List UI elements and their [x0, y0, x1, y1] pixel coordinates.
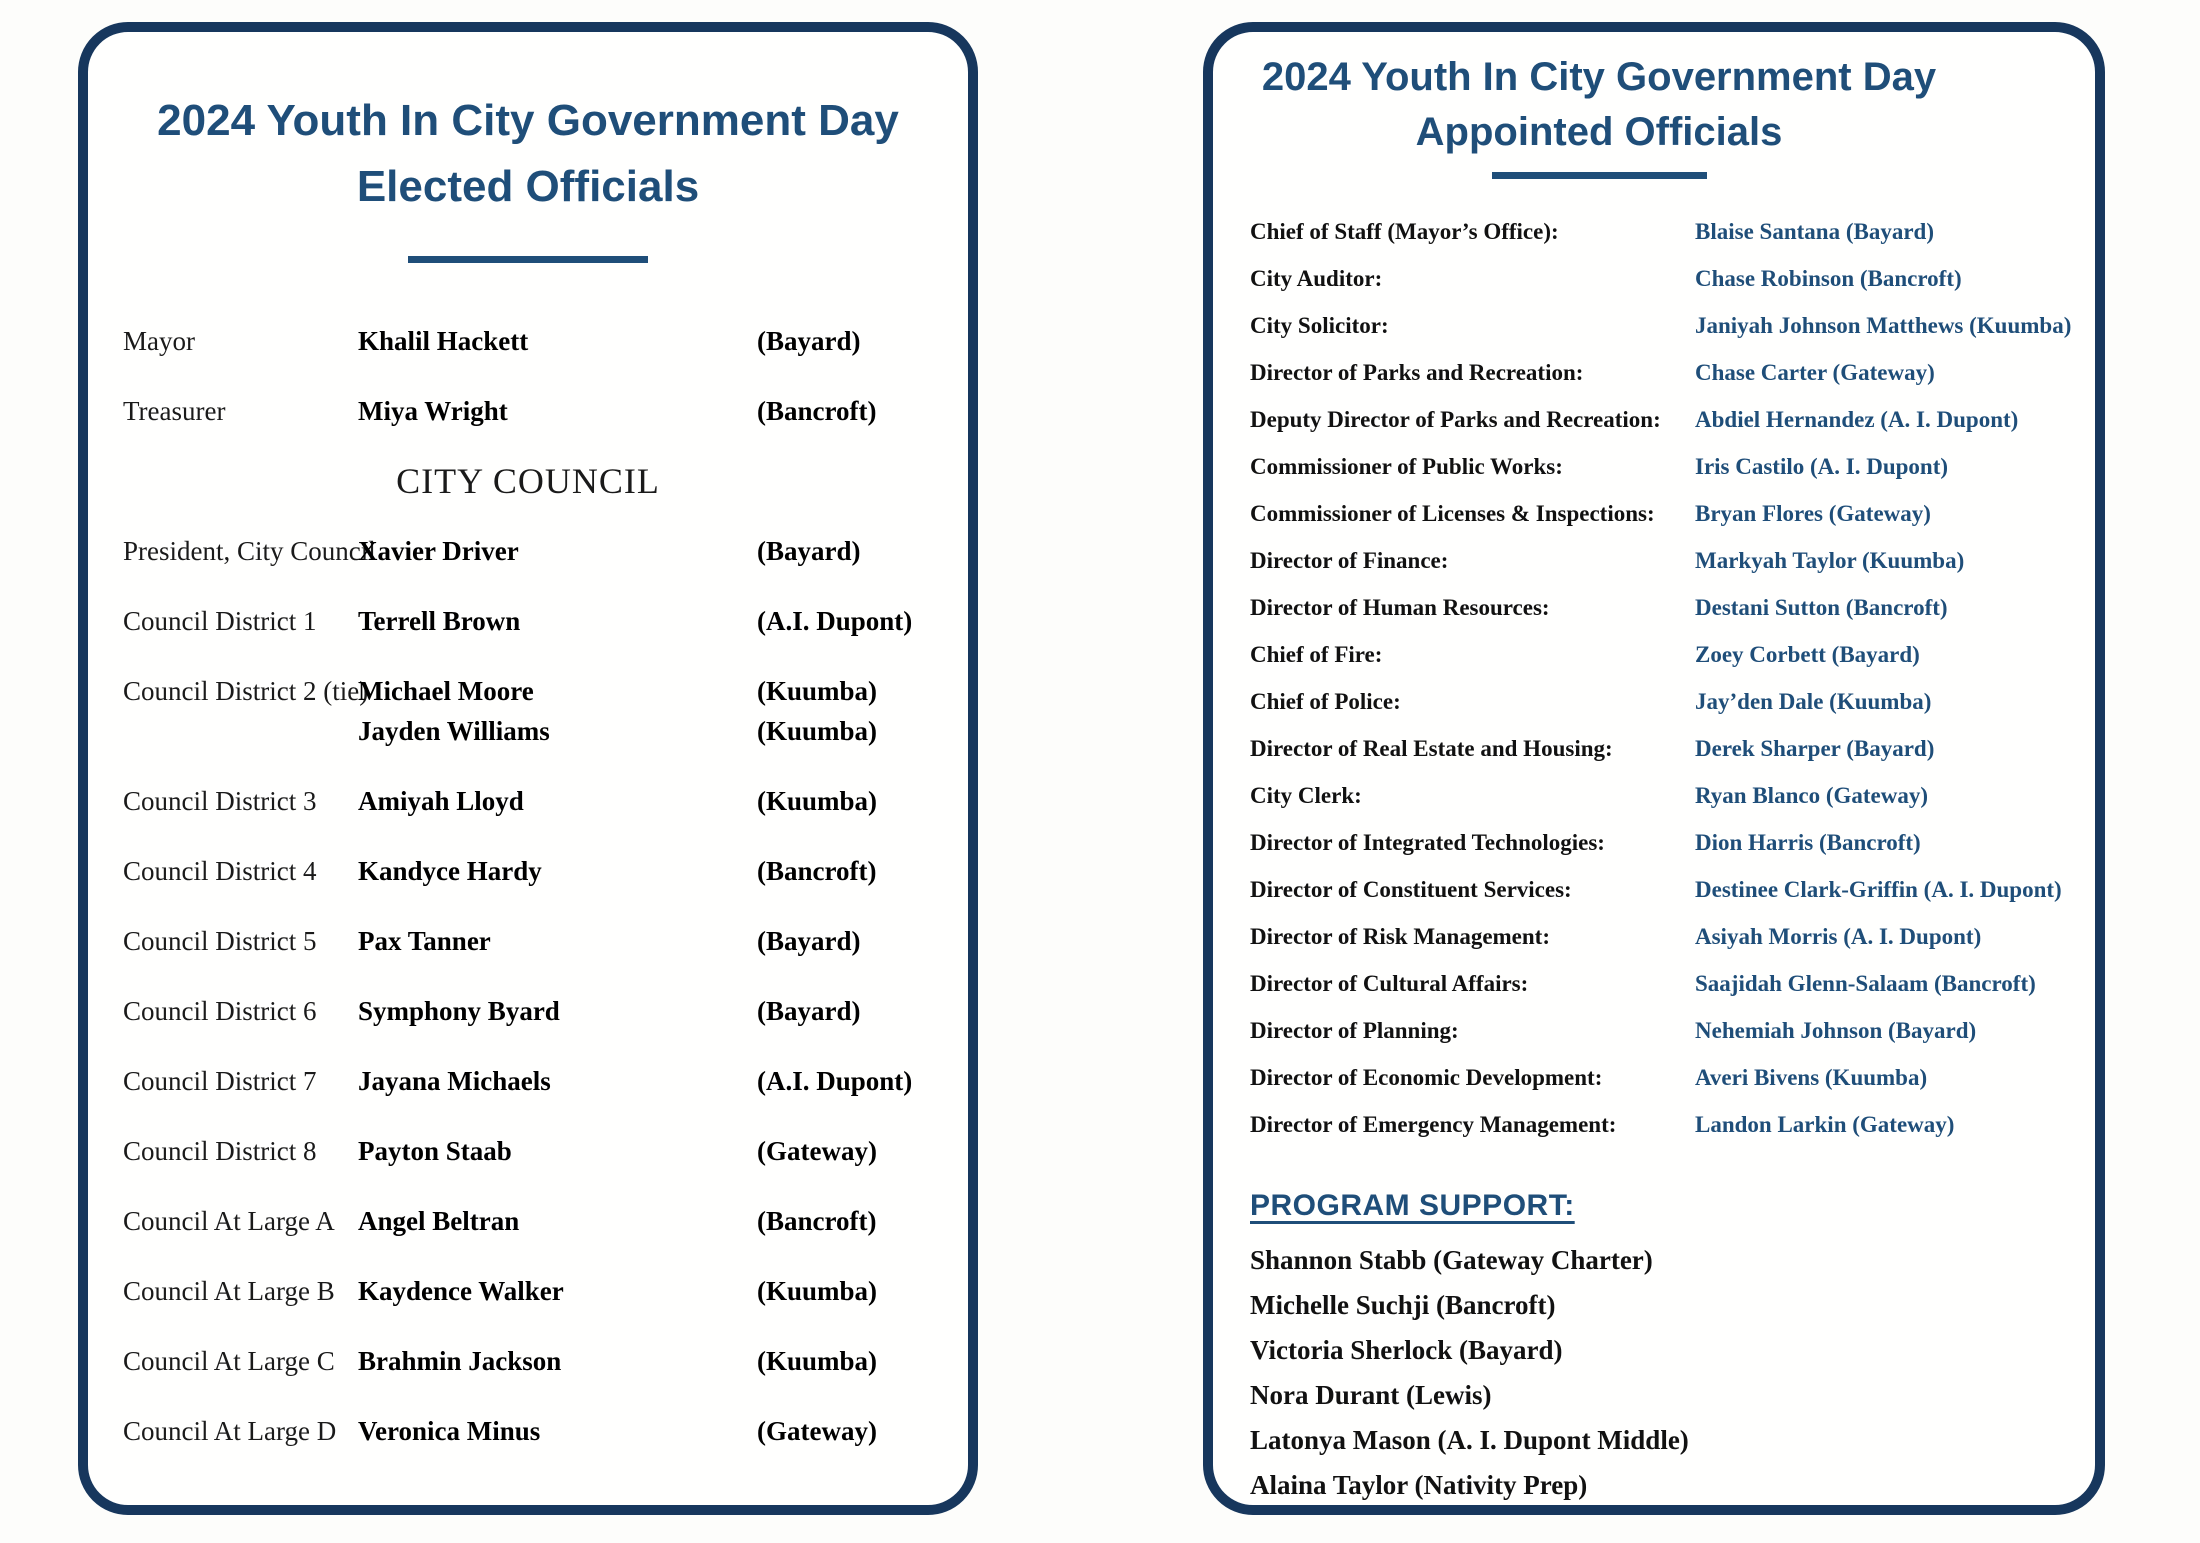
- support-name: Alaina Taylor (Nativity Prep): [1250, 1470, 1588, 1500]
- school-label: (Kuumba): [757, 676, 878, 706]
- school-labels: [757, 321, 968, 361]
- school-label: (Kuumba): [757, 786, 878, 816]
- elected-row: [123, 851, 968, 891]
- school-label: (A.I. Dupont): [757, 1066, 913, 1096]
- school-labels: [757, 601, 968, 641]
- appointed-row: [1250, 640, 2095, 670]
- appointed-rows: [1213, 217, 2095, 1140]
- appointed-row: [1250, 875, 2095, 905]
- appointed-row: [1250, 264, 2095, 294]
- appointee-name: Jay’den Dale (Kuumba): [1695, 689, 1932, 714]
- elected-title-line1: 2024 Youth In City Government Day: [157, 96, 899, 145]
- role-label: Director of Integrated Technologies:: [1250, 830, 1605, 855]
- appointee-name: Asiyah Morris (A. I. Dupont): [1695, 924, 1982, 949]
- role-label: Director of Constituent Services:: [1250, 877, 1572, 902]
- elected-title-line2: Elected Officials: [356, 162, 700, 211]
- official-name: Xavier Driver: [358, 536, 519, 566]
- appointee-name: Derek Sharper (Bayard): [1695, 736, 1935, 761]
- elected-row: [123, 321, 968, 361]
- elected-row: [123, 391, 968, 431]
- appointed-row: [1250, 781, 2095, 811]
- elected-rows: [88, 321, 968, 1451]
- official-names: [358, 391, 757, 431]
- position-label: Council District 2 (tie): [123, 676, 369, 706]
- official-names: [358, 671, 757, 751]
- role-label: Director of Cultural Affairs:: [1250, 971, 1529, 996]
- role-label: City Solicitor:: [1250, 313, 1389, 338]
- official-name: Michael Moore: [358, 676, 534, 706]
- position-label: President, City Council: [123, 536, 376, 566]
- official-names: [358, 1341, 757, 1381]
- official-name: Pax Tanner: [358, 926, 491, 956]
- position-label: Council District 1: [123, 606, 317, 636]
- appointee-name: Bryan Flores (Gateway): [1695, 501, 1931, 526]
- program-support-section: [1213, 1186, 2095, 1508]
- role-label: City Auditor:: [1250, 266, 1383, 291]
- appointed-title-line1: 2024 Youth In City Government Day: [1261, 55, 1937, 99]
- support-name: Latonya Mason (A. I. Dupont Middle): [1250, 1425, 1689, 1455]
- appointee-name: Nehemiah Johnson (Bayard): [1695, 1018, 1977, 1043]
- official-name: Amiyah Lloyd: [358, 786, 524, 816]
- elected-officials-panel: [78, 22, 978, 1515]
- school-label: (Bayard): [757, 996, 861, 1026]
- appointee-name: Chase Carter (Gateway): [1695, 360, 1935, 385]
- appointed-row: [1250, 593, 2095, 623]
- school-labels: [757, 531, 968, 571]
- position-label: Council District 3: [123, 786, 317, 816]
- official-names: [358, 601, 757, 641]
- role-label: Director of Planning:: [1250, 1018, 1459, 1043]
- role-label: Director of Economic Development:: [1250, 1065, 1603, 1090]
- school-label: (Kuumba): [757, 1346, 878, 1376]
- school-labels: [757, 921, 968, 961]
- school-label: (Bayard): [757, 926, 861, 956]
- position-label: Council At Large C: [123, 1346, 335, 1376]
- appointee-name: Blaise Santana (Bayard): [1695, 219, 1934, 244]
- appointed-panel-head: [1213, 50, 2095, 179]
- role-label: Director of Real Estate and Housing:: [1250, 736, 1613, 761]
- school-label: (A.I. Dupont): [757, 606, 913, 636]
- support-name: Michelle Suchji (Bancroft): [1250, 1290, 1556, 1320]
- official-names: [358, 531, 757, 571]
- official-names: [358, 1271, 757, 1311]
- official-name: Kandyce Hardy: [358, 856, 542, 886]
- position-label: Council District 6: [123, 996, 317, 1026]
- role-label: Director of Risk Management:: [1250, 924, 1550, 949]
- appointed-panel-title: [1213, 50, 1985, 160]
- school-label: (Bancroft): [757, 396, 877, 426]
- school-labels: [757, 671, 968, 751]
- position-label: Council District 5: [123, 926, 317, 956]
- official-name: Symphony Byard: [358, 996, 560, 1026]
- school-label: (Bancroft): [757, 1206, 877, 1236]
- role-label: Commissioner of Licenses & Inspections:: [1250, 501, 1655, 526]
- elected-row: [123, 921, 968, 961]
- elected-row: [123, 1061, 968, 1101]
- official-name: Miya Wright: [358, 396, 508, 426]
- official-name: Veronica Minus: [358, 1416, 541, 1446]
- role-label: Director of Parks and Recreation:: [1250, 360, 1584, 385]
- appointee-name: Abdiel Hernandez (A. I. Dupont): [1695, 407, 2019, 432]
- appointed-row: [1250, 922, 2095, 952]
- appointee-name: Ryan Blanco (Gateway): [1695, 783, 1929, 808]
- program-support-names: [1250, 1238, 2095, 1508]
- role-label: Deputy Director of Parks and Recreation:: [1250, 407, 1661, 432]
- program-support-heading: PROGRAM SUPPORT:: [1250, 1189, 1575, 1222]
- elected-row: [123, 671, 968, 751]
- official-names: [358, 321, 757, 361]
- appointee-name: Chase Robinson (Bancroft): [1695, 266, 1962, 291]
- position-label: Council District 8: [123, 1136, 317, 1166]
- appointee-name: Averi Bivens (Kuumba): [1695, 1065, 1928, 1090]
- appointee-name: Markyah Taylor (Kuumba): [1695, 548, 1965, 573]
- school-labels: [757, 1271, 968, 1311]
- elected-row: [123, 1131, 968, 1171]
- school-labels: [757, 851, 968, 891]
- official-names: [358, 921, 757, 961]
- appointee-name: Destani Sutton (Bancroft): [1695, 595, 1948, 620]
- appointed-row: [1250, 452, 2095, 482]
- appointed-row: [1250, 358, 2095, 388]
- appointed-title-divider: [1492, 172, 1707, 179]
- elected-row: [123, 601, 968, 641]
- position-label: Council District 4: [123, 856, 317, 886]
- appointed-title-line2: Appointed Officials: [1415, 110, 1783, 154]
- position-label: Council At Large A: [123, 1206, 335, 1236]
- appointed-row: [1250, 1016, 2095, 1046]
- official-names: [358, 1061, 757, 1101]
- official-names: [358, 991, 757, 1031]
- appointed-row: [1250, 1110, 2095, 1140]
- official-names: [358, 1411, 757, 1451]
- school-labels: [757, 1061, 968, 1101]
- appointed-row: [1250, 969, 2095, 999]
- appointee-name: Iris Castilo (A. I. Dupont): [1695, 454, 1949, 479]
- appointed-officials-panel: [1203, 22, 2105, 1515]
- official-name: Jayana Michaels: [358, 1066, 551, 1096]
- role-label: Director of Finance:: [1250, 548, 1449, 573]
- support-name: Nora Durant (Lewis): [1250, 1380, 1492, 1410]
- school-labels: [757, 991, 968, 1031]
- support-name: Victoria Sherlock (Bayard): [1250, 1335, 1563, 1365]
- appointed-row: [1250, 828, 2095, 858]
- section-heading: CITY COUNCIL: [396, 461, 660, 501]
- school-labels: [757, 1131, 968, 1171]
- position-label: Council At Large D: [123, 1416, 337, 1446]
- appointed-row: [1250, 546, 2095, 576]
- elected-title-divider: [408, 256, 648, 263]
- official-name: Kaydence Walker: [358, 1276, 564, 1306]
- official-name: Angel Beltran: [358, 1206, 520, 1236]
- official-name: Payton Staab: [358, 1136, 512, 1166]
- position-label: Treasurer: [123, 396, 226, 426]
- role-label: City Clerk:: [1250, 783, 1362, 808]
- elected-row: [123, 991, 968, 1031]
- elected-row: [123, 531, 968, 571]
- appointed-row: [1250, 311, 2095, 341]
- appointee-name: Saajidah Glenn-Salaam (Bancroft): [1695, 971, 2036, 996]
- role-label: Director of Emergency Management:: [1250, 1112, 1617, 1137]
- role-label: Chief of Staff (Mayor’s Office):: [1250, 219, 1559, 244]
- elected-row: [123, 781, 968, 821]
- official-name: Brahmin Jackson: [358, 1346, 562, 1376]
- school-label: (Bancroft): [757, 856, 877, 886]
- appointed-row: [1250, 734, 2095, 764]
- official-names: [358, 781, 757, 821]
- elected-row: [123, 1341, 968, 1381]
- elected-panel-title: [88, 88, 968, 220]
- official-names: [358, 1201, 757, 1241]
- school-label: (Bayard): [757, 536, 861, 566]
- official-name: Khalil Hackett: [358, 326, 529, 356]
- support-name: Shannon Stabb (Gateway Charter): [1250, 1245, 1653, 1275]
- official-name: Jayden Williams: [358, 716, 550, 746]
- appointed-row: [1250, 217, 2095, 247]
- appointee-name: Destinee Clark-Griffin (A. I. Dupont): [1695, 877, 2062, 902]
- role-label: Commissioner of Public Works:: [1250, 454, 1563, 479]
- appointed-row: [1250, 405, 2095, 435]
- official-name: Terrell Brown: [358, 606, 521, 636]
- role-label: Chief of Police:: [1250, 689, 1401, 714]
- school-labels: [757, 1411, 968, 1451]
- school-labels: [757, 391, 968, 431]
- appointee-name: Landon Larkin (Gateway): [1695, 1112, 1955, 1137]
- school-labels: [757, 1341, 968, 1381]
- role-label: Chief of Fire:: [1250, 642, 1383, 667]
- school-label: (Bayard): [757, 326, 861, 356]
- elected-row: [123, 1411, 968, 1451]
- appointee-name: Zoey Corbett (Bayard): [1695, 642, 1920, 667]
- appointee-name: Dion Harris (Bancroft): [1695, 830, 1921, 855]
- appointed-row: [1250, 499, 2095, 529]
- elected-row: [123, 1271, 968, 1311]
- appointee-name: Janiyah Johnson Matthews (Kuumba): [1695, 313, 2072, 338]
- school-labels: [757, 1201, 968, 1241]
- school-label: (Kuumba): [757, 716, 878, 746]
- appointed-row: [1250, 687, 2095, 717]
- elected-row: [123, 1201, 968, 1241]
- school-label: (Gateway): [757, 1416, 877, 1446]
- official-names: [358, 851, 757, 891]
- position-label: Council At Large B: [123, 1276, 335, 1306]
- position-label: Council District 7: [123, 1066, 317, 1096]
- school-label: (Kuumba): [757, 1276, 878, 1306]
- position-label: Mayor: [123, 326, 195, 356]
- appointed-row: [1250, 1063, 2095, 1093]
- school-label: (Gateway): [757, 1136, 877, 1166]
- school-labels: [757, 781, 968, 821]
- role-label: Director of Human Resources:: [1250, 595, 1550, 620]
- official-names: [358, 1131, 757, 1171]
